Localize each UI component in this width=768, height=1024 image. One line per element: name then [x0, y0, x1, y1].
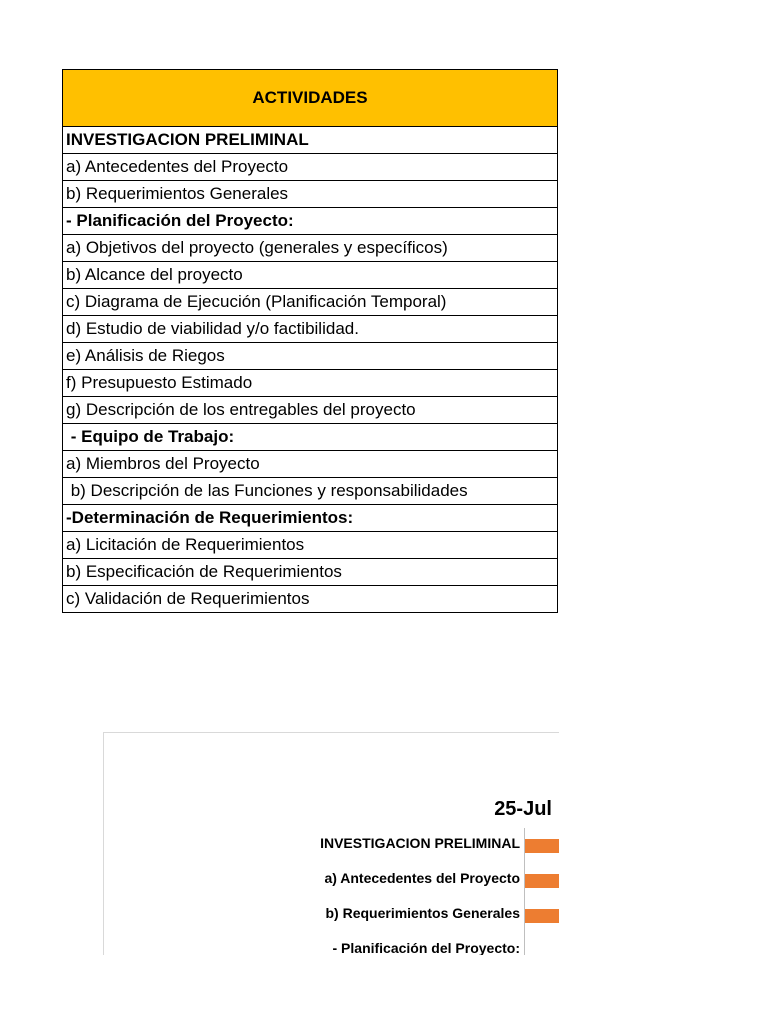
- activity-cell: d) Estudio de viabilidad y/o factibilidad.: [63, 316, 558, 343]
- activities-table: [62, 69, 558, 613]
- activity-cell: f) Presupuesto Estimado: [63, 370, 558, 397]
- section-heading-cell: - Planificación del Proyecto:: [63, 208, 558, 235]
- chart-category-label: a) Antecedentes del Proyecto: [324, 870, 520, 886]
- activity-cell: a) Licitación de Requerimientos: [63, 532, 558, 559]
- chart-bar: [525, 909, 559, 923]
- table-row: [63, 316, 558, 343]
- section-heading-cell: INVESTIGACION PRELIMINAL: [63, 127, 558, 154]
- table-row: [63, 424, 558, 451]
- activity-cell: a) Antecedentes del Proyecto: [63, 154, 558, 181]
- activity-cell: b) Especificación de Requerimientos: [63, 559, 558, 586]
- activity-cell: b) Alcance del proyecto: [63, 262, 558, 289]
- table-row: [63, 343, 558, 370]
- activity-cell: b) Descripción de las Funciones y responsabilidades: [63, 478, 558, 505]
- table-row: [63, 127, 558, 154]
- activity-cell: g) Descripción de los entregables del proyecto: [63, 397, 558, 424]
- section-heading-cell: - Equipo de Trabajo:: [63, 424, 558, 451]
- table-row: [63, 478, 558, 505]
- section-heading-cell: -Determinación de Requerimientos:: [63, 505, 558, 532]
- chart-bar: [525, 839, 559, 853]
- activity-cell: c) Validación de Requerimientos: [63, 586, 558, 613]
- chart-category-label: b) Requerimientos Generales: [325, 905, 520, 921]
- chart-bar: [525, 874, 559, 888]
- table-row: [63, 451, 558, 478]
- chart-category-label: INVESTIGACION PRELIMINAL: [320, 835, 520, 851]
- chart-category-label: - Planificación del Proyecto:: [332, 940, 520, 955]
- activity-cell: b) Requerimientos Generales: [63, 181, 558, 208]
- activity-cell: a) Miembros del Proyecto: [63, 451, 558, 478]
- table-row: [63, 235, 558, 262]
- table-row: [63, 208, 558, 235]
- table-row: [63, 586, 558, 613]
- activity-cell: c) Diagrama de Ejecución (Planificación Temporal): [63, 289, 558, 316]
- chart-date-label: 25-Jul: [494, 798, 552, 820]
- table-row: [63, 505, 558, 532]
- table-header: ACTIVIDADES: [63, 70, 558, 127]
- table-row: [63, 532, 558, 559]
- table-row: [63, 181, 558, 208]
- activity-cell: e) Análisis de Riegos: [63, 343, 558, 370]
- activity-cell: a) Objetivos del proyecto (generales y específicos): [63, 235, 558, 262]
- table-row: [63, 154, 558, 181]
- table-row: [63, 262, 558, 289]
- table-row: [63, 397, 558, 424]
- table-row: [63, 370, 558, 397]
- gantt-chart: [103, 732, 559, 955]
- table-row: [63, 559, 558, 586]
- table-body: [63, 127, 558, 613]
- table-row: [63, 289, 558, 316]
